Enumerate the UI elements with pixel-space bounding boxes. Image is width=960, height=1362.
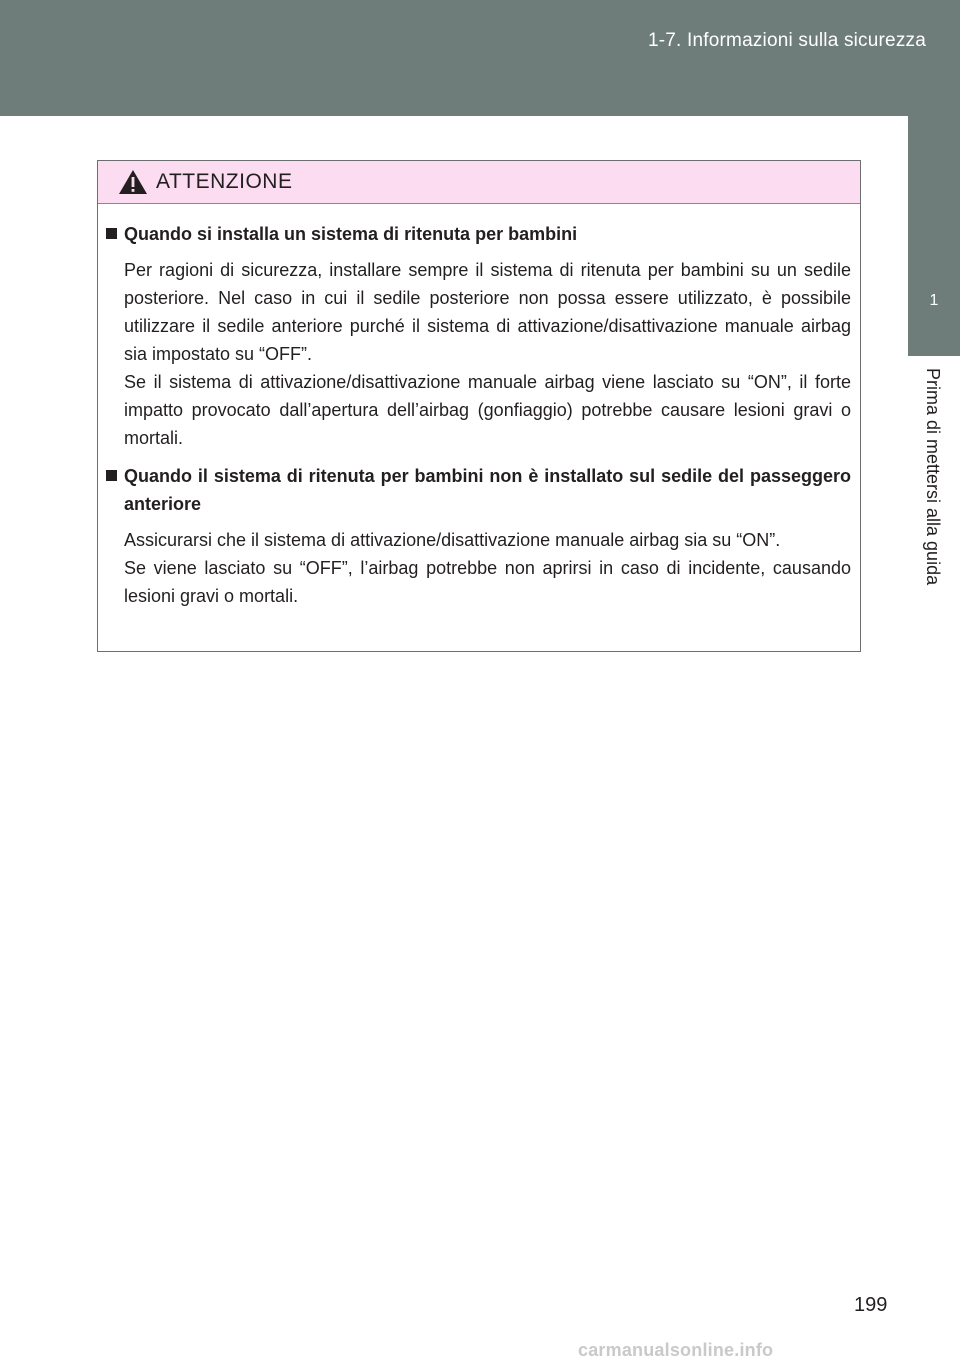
- square-bullet-icon: [106, 470, 117, 481]
- chapter-label: Prima di mettersi alla guida: [923, 368, 943, 586]
- chapter-number: 1: [929, 292, 939, 309]
- header-band: [0, 0, 960, 116]
- warning-body: [98, 204, 860, 610]
- section-title: 1-7. Informazioni sulla sicurezza: [648, 30, 926, 51]
- warning-header: [98, 161, 860, 204]
- square-bullet-icon: [106, 228, 117, 239]
- chapter-side-tab: [908, 116, 960, 1362]
- warning-box: [97, 160, 861, 652]
- warning-item-text: Per ragioni di sicurezza, installare sempre il sistema di ritenuta per bambini su un sedile posteriore. Nel caso in cui il sedile posteriore non possa essere utilizzato, è possibile utilizzare il sedile anteriore purché il sistema di attivazione/disattivazione manuale airbag sia impostato su “OFF”. Se il sistema di attivazione/disattivazione manuale airbag viene lasciato su “ON”, il forte impatto provocato dall’apertura dell’airbag (gonfiaggio) potrebbe causare lesioni gravi o mortali.: [124, 260, 851, 448]
- warning-item-heading: Quando il sistema di ritenuta per bambini non è installato sul sedile del passeggero anteriore: [106, 462, 851, 518]
- warning-item-heading: Quando si installa un sistema di ritenuta per bambini: [106, 220, 851, 248]
- chapter-number-box: [908, 116, 960, 356]
- warning-item: [106, 462, 852, 610]
- watermark: carmanualsonline.info: [578, 1340, 774, 1360]
- warning-item: [106, 220, 852, 452]
- warning-title: ATTENZIONE: [156, 170, 293, 193]
- warning-triangle-icon: [118, 169, 148, 195]
- warning-item-text: Assicurarsi che il sistema di attivazione/disattivazione manuale airbag sia su “ON”. Se viene lasciato su “OFF”, l’airbag potrebbe non aprirsi in caso di incidente, causando lesioni gravi o mortali.: [124, 530, 851, 606]
- page-number: 199: [854, 1294, 888, 1316]
